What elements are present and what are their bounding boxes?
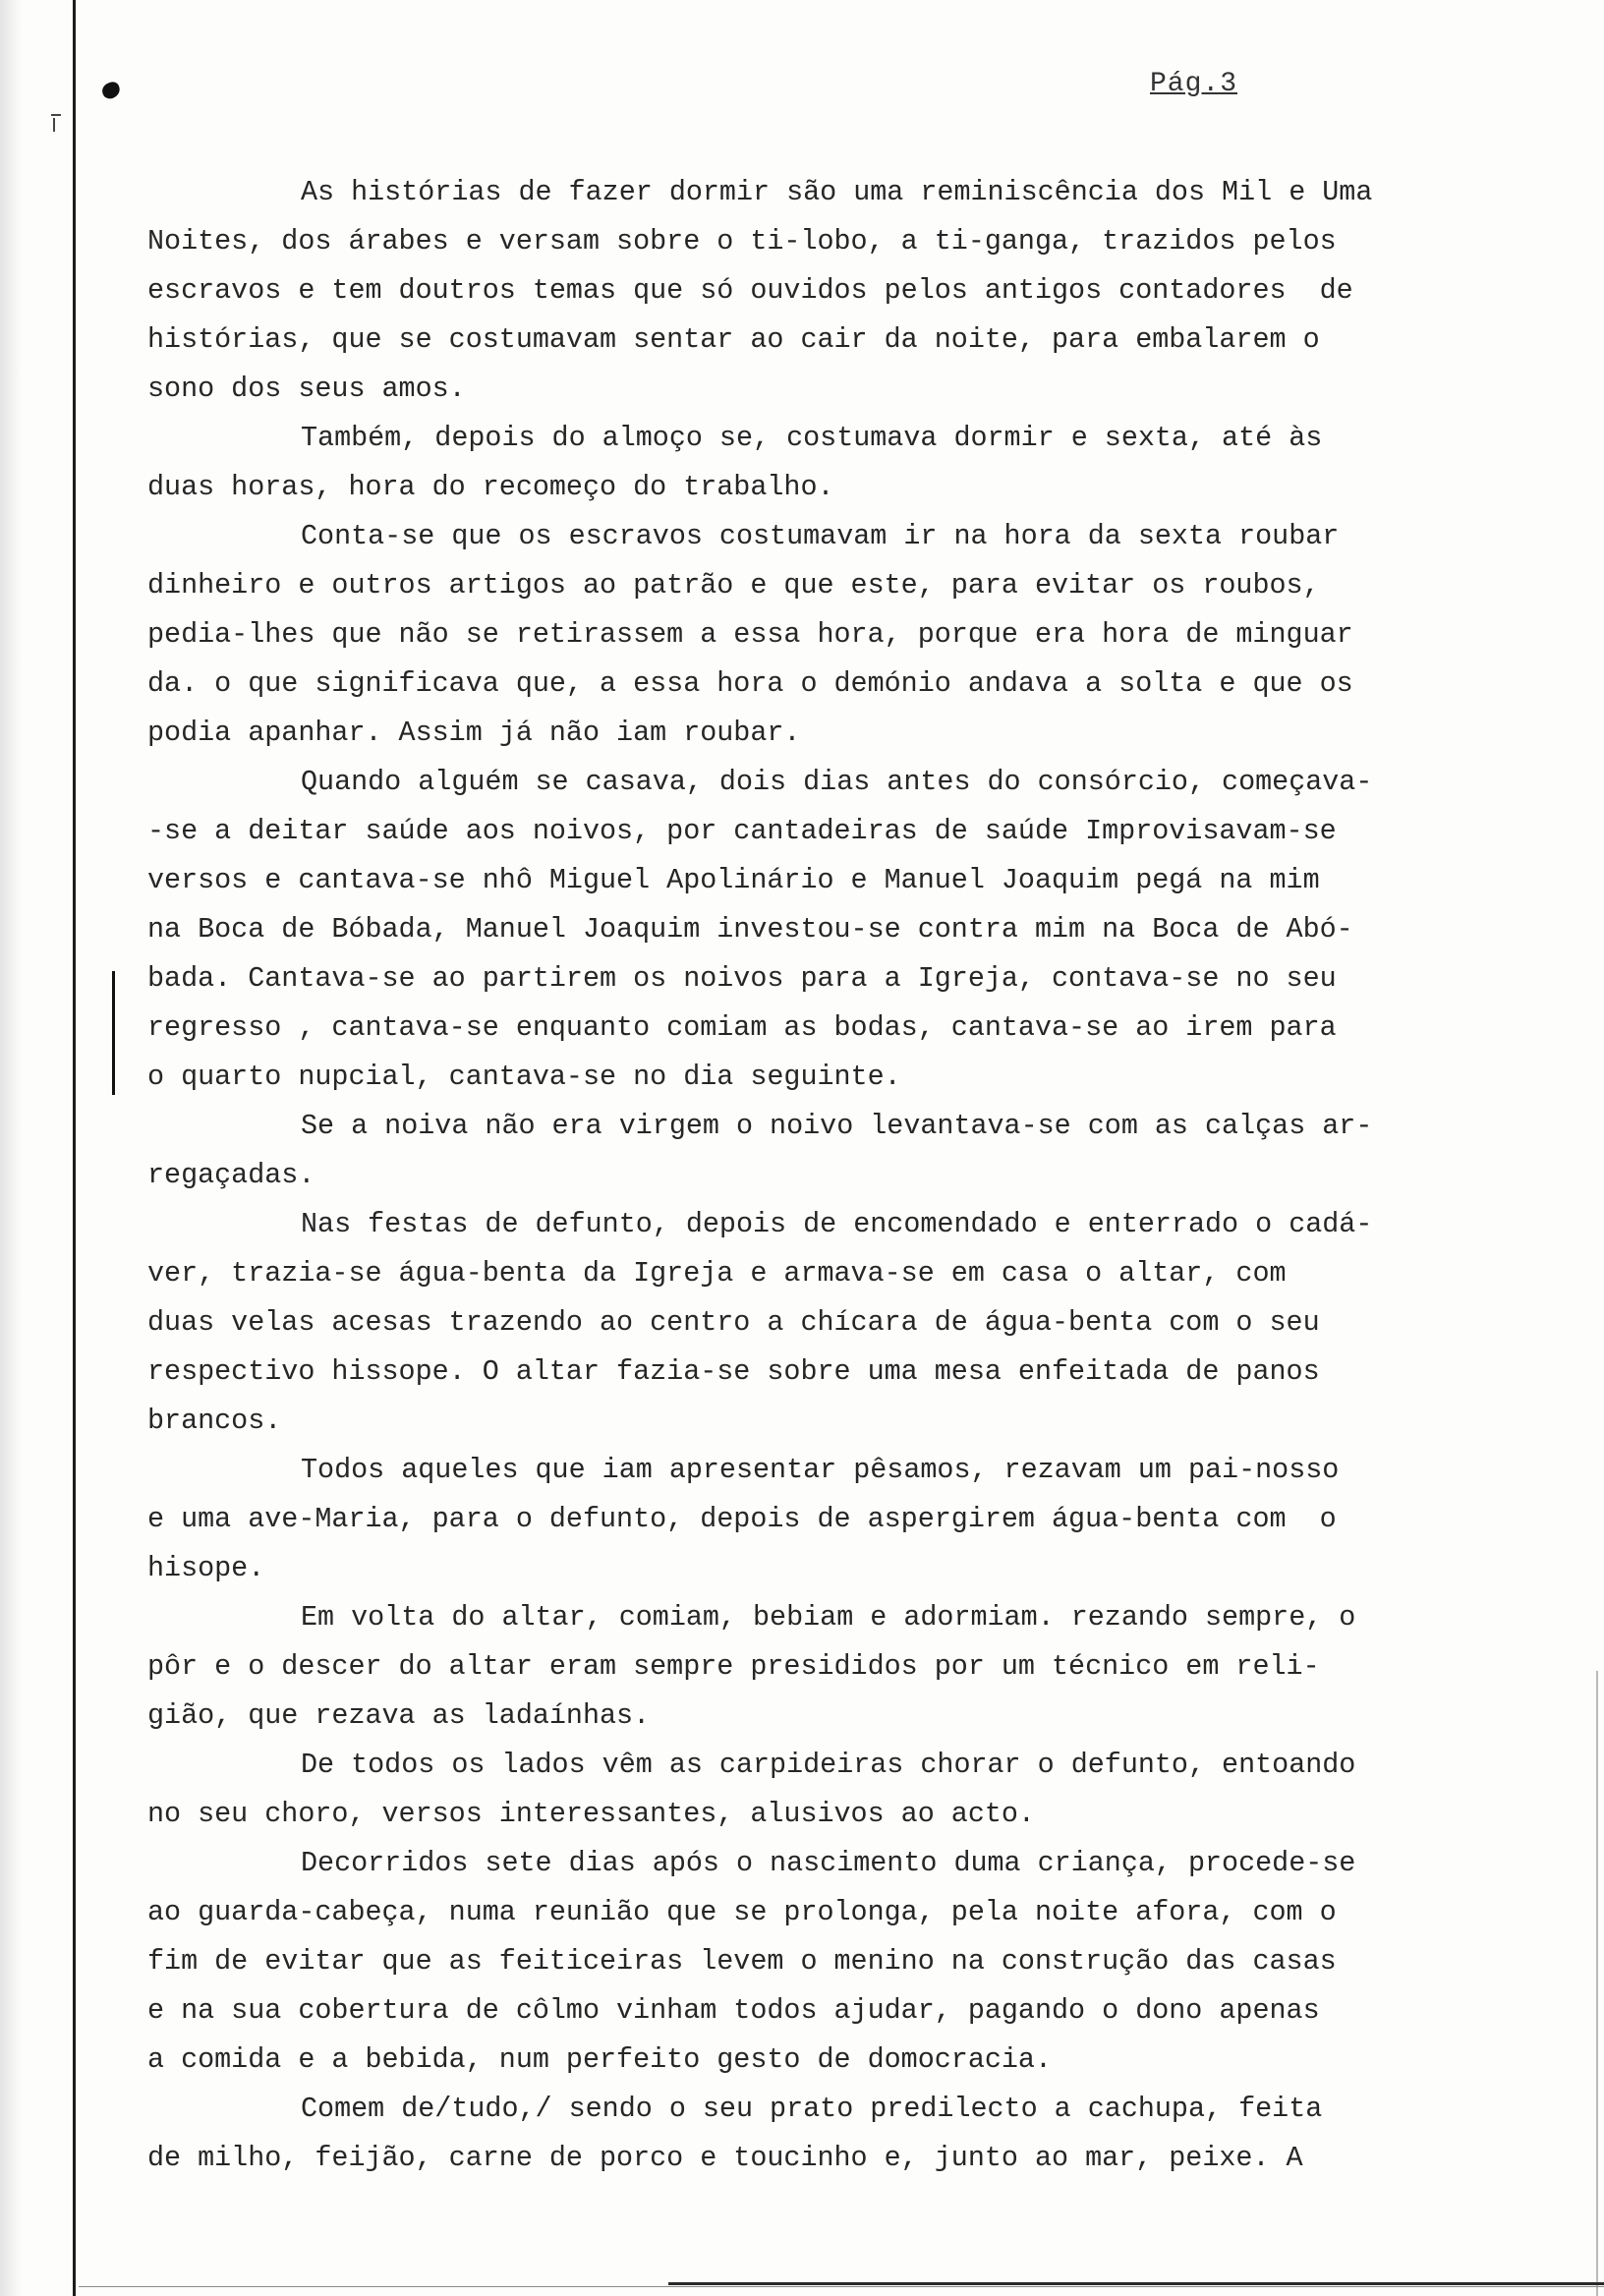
binding-edge-line [73,0,76,2296]
text-line: hisope. [147,1552,265,1584]
text-line: Decorridos sete dias após o nascimento duma criança, procede-se [301,1847,1356,1879]
margin-tick-mark [51,114,61,116]
document-text-body [147,168,1563,2183]
page-number: Pág.3 [1150,69,1238,99]
text-line: brancos. [147,1405,282,1437]
text-line: da. o que significava que, a essa hora o demónio andava a solta e que os [147,667,1353,700]
text-line: no seu choro, versos interessantes, alusivos ao acto. [147,1798,1035,1830]
text-line: Em volta do altar, comiam, bebiam e adormiam. rezando sempre, o [301,1601,1356,1634]
text-line: Se a noiva não era virgem o noivo levantava-se com as calças ar- [301,1110,1373,1142]
text-line: duas velas acesas trazendo ao centro a chícara de água-benta com o seu [147,1306,1320,1339]
text-line: escravos e tem doutros temas que só ouvidos pelos antigos contadores de [147,274,1353,307]
text-line: histórias, que se costumavam sentar ao cair da noite, para embalarem o [147,323,1320,356]
text-line: ao guarda-cabeça, numa reunião que se prolonga, pela noite afora, com o [147,1896,1337,1928]
text-line: Quando alguém se casava, dois dias antes do consórcio, começava- [301,766,1373,798]
text-line: de milho, feijão, carne de porco e toucinho e, junto ao mar, peixe. A [147,2142,1303,2174]
margin-annotation-bar [112,971,115,1095]
text-line: As histórias de fazer dormir são uma reminiscência dos Mil e Uma [301,176,1373,208]
text-line: a comida e a bebida, num perfeito gesto de domocracia. [147,2043,1053,2076]
text-line: gião, que rezava as ladaínhas. [147,1699,651,1732]
text-line: e uma ave-Maria, para o defunto, depois de aspergirem água-benta com o [147,1503,1337,1535]
ink-blot-mark [100,80,122,100]
text-line: Todos aqueles que iam apresentar pêsamos, rezavam um pai-nosso [301,1454,1340,1486]
text-line: regaçadas. [147,1159,315,1191]
binding-shadow [0,0,22,2296]
text-line: Nas festas de defunto, depois de encomendado e enterrado o cadá- [301,1208,1373,1240]
text-line: pôr e o descer do altar eram sempre presididos por um técnico em reli- [147,1650,1320,1683]
text-line: -se a deitar saúde aos noivos, por cantadeiras de saúde Improvisavam-se [147,815,1337,847]
text-line: Também, depois do almoço se, costumava dormir e sexta, até às [301,422,1323,454]
text-line: ver, trazia-se água-benta da Igreja e armava-se em casa o altar, com [147,1257,1287,1290]
text-line: duas horas, hora do recomeço do trabalho. [147,471,834,503]
text-line: sono dos seus amos. [147,373,466,405]
text-line: pedia-lhes que não se retirassem a essa hora, porque era hora de minguar [147,618,1353,651]
margin-tick-mark-vertical [53,118,55,132]
text-line: Conta-se que os escravos costumavam ir na hora da sexta roubar [301,520,1340,552]
text-line: e na sua cobertura de côlmo vinham todos ajudar, pagando o dono apenas [147,1994,1320,2027]
bottom-edge-rule [668,2282,1604,2285]
text-line: bada. Cantava-se ao partirem os noivos para a Igreja, contava-se no seu [147,962,1337,995]
text-line: o quarto nupcial, cantava-se no dia seguinte. [147,1061,901,1093]
text-line: Comem de/tudo,/ sendo o seu prato predilecto a cachupa, feita [301,2093,1323,2125]
text-line: fim de evitar que as feiticeiras levem o menino na construção das casas [147,1945,1337,1978]
text-line: na Boca de Bóbada, Manuel Joaquim investou-se contra mim na Boca de Abó- [147,913,1353,946]
text-line: regresso , cantava-se enquanto comiam as bodas, cantava-se ao irem para [147,1011,1337,1044]
text-line: respectivo hissope. O altar fazia-se sobre uma mesa enfeitada de panos [147,1355,1320,1388]
page-right-edge [1596,1671,1598,2296]
text-line: Noites, dos árabes e versam sobre o ti-lobo, a ti-ganga, trazidos pelos [147,225,1337,258]
text-line: podia apanhar. Assim já não iam roubar. [147,717,801,749]
text-line: dinheiro e outros artigos ao patrão e que este, para evitar os roubos, [147,569,1320,602]
text-line: De todos os lados vêm as carpideiras chorar o defunto, entoando [301,1749,1356,1781]
bottom-edge-shadow [79,2286,1604,2287]
text-line: versos e cantava-se nhô Miguel Apolinário e Manuel Joaquim pegá na mim [147,864,1320,896]
